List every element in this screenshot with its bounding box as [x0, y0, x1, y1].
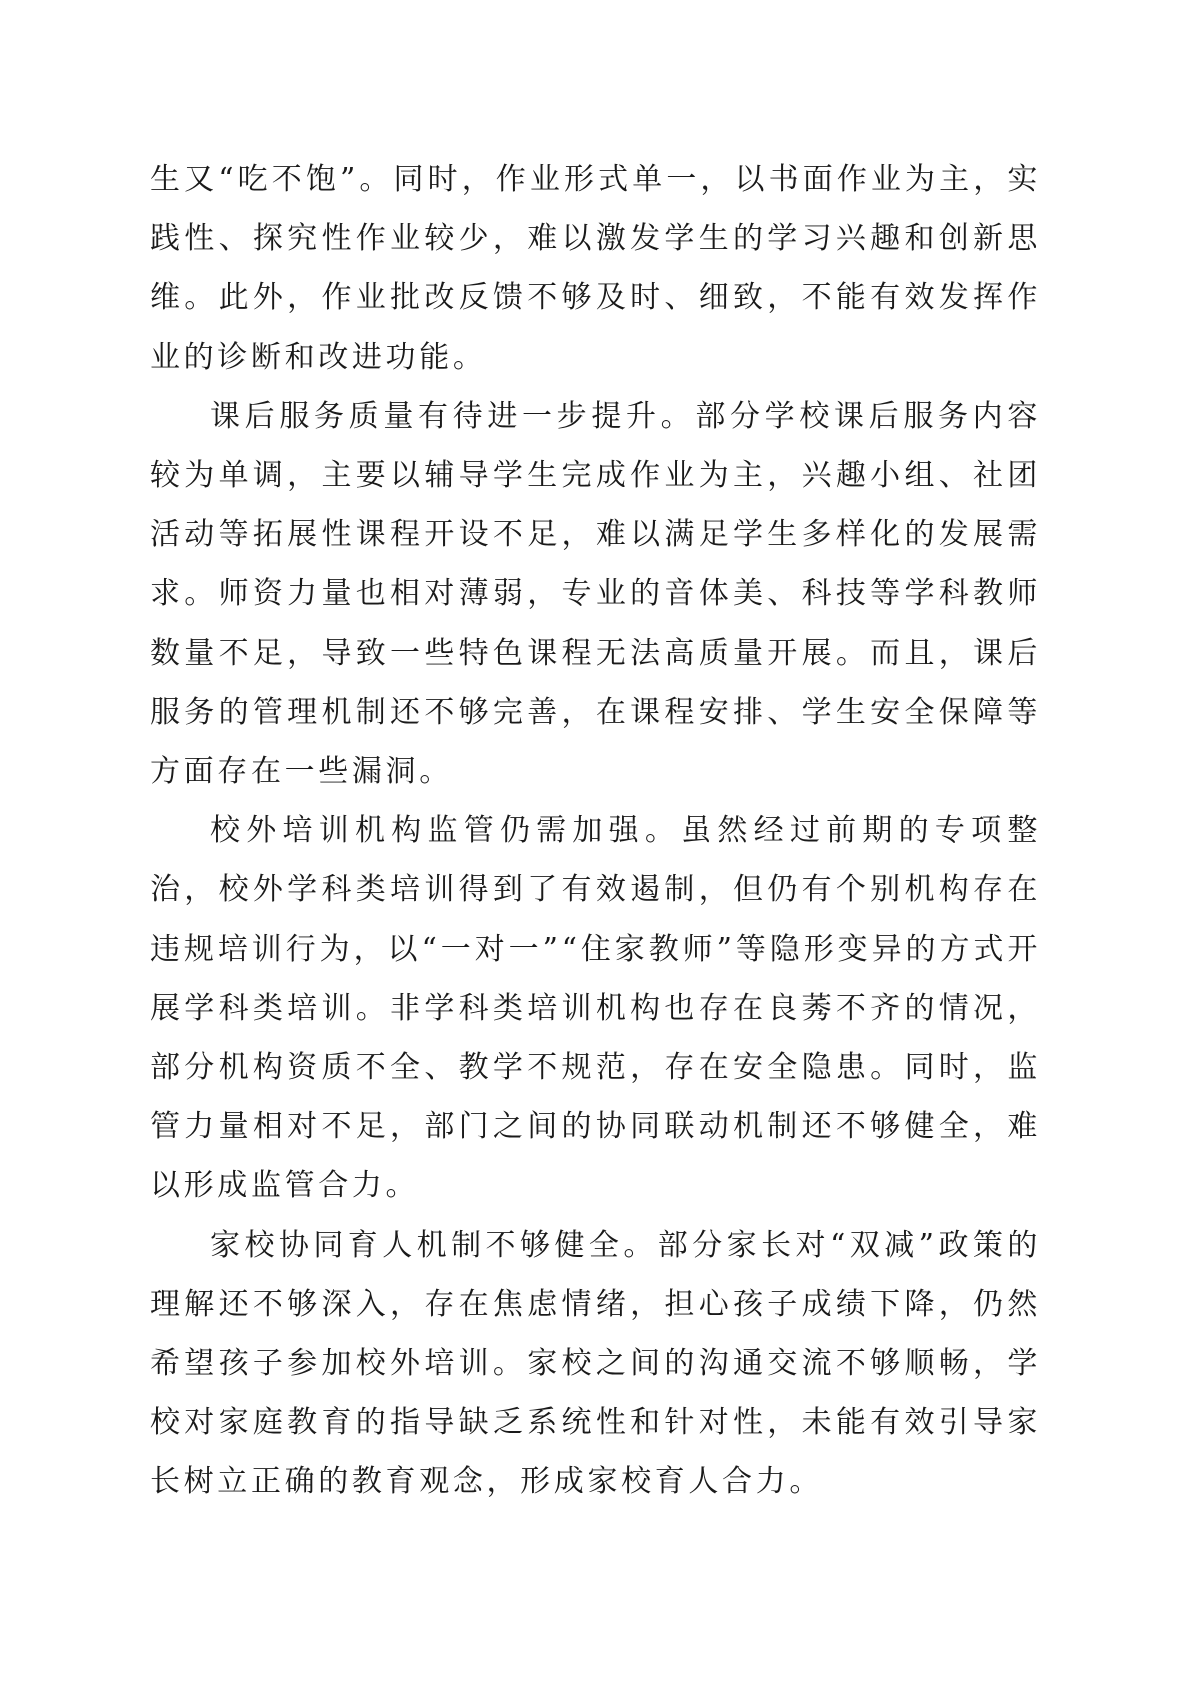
paragraph-off-campus-training: 校外培训机构监管仍需加强。虽然经过前期的专项整治，校外学科类培训得到了有效遏制，但仍有个别机构存在违规培训行为，以“一对一”“住家教师”等隐形变异的方式开展学科类培训。非学科类培训机构也存在良莠不齐的情况，部分机构资质不全、教学不规范，存在安全隐患。同时，监管力量相对不足，部门之间的协同联动机制还不够健全，难以形成监管合力。: [150, 813, 1041, 1204]
paragraph-homework: 生又“吃不饱”。同时，作业形式单一，以书面作业为主，实践性、探究性作业较少，难以激发学生的学习兴趣和创新思维。此外，作业批改反馈不够及时、细致，不能有效发挥作业的诊断和改进功能。: [150, 162, 1041, 375]
document-page: [150, 150, 1041, 1512]
paragraph-after-school-service: 课后服务质量有待进一步提升。部分学校课后服务内容较为单调，主要以辅导学生完成作业为主，兴趣小组、社团活动等拓展性课程开设不足，难以满足学生多样化的发展需求。师资力量也相对薄弱，专业的音体美、科技等学科教师数量不足，导致一些特色课程无法高质量开展。而且，课后服务的管理机制还不够完善，在课程安排、学生安全保障等方面存在一些漏洞。: [150, 398, 1041, 790]
paragraph-home-school-cooperation: 家校协同育人机制不够健全。部分家长对“双减”政策的理解还不够深入，存在焦虑情绪，担心孩子成绩下降，仍然希望孩子参加校外培训。家校之间的沟通交流不够顺畅，学校对家庭教育的指导缺乏系统性和针对性，未能有效引导家长树立正确的教育观念，形成家校育人合力。: [150, 1227, 1041, 1500]
